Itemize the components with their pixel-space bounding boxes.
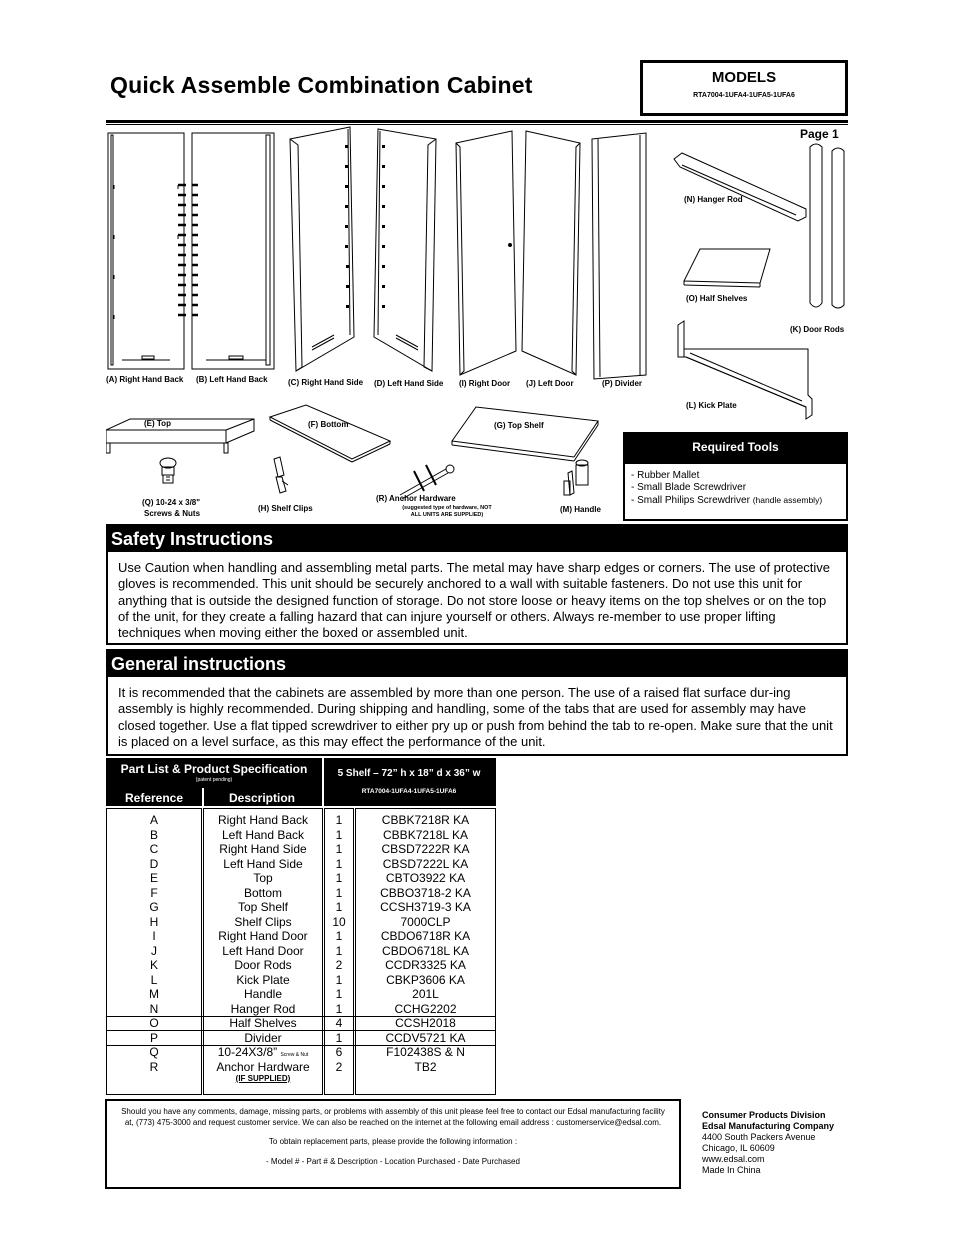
tool-item: - Small Blade Screwdriver (631, 482, 747, 493)
table-row: F Bottom 1 CBBO3718-2 KA (150, 885, 471, 900)
table-row: G Top Shelf 1 CCSH3719-3 KA (149, 900, 471, 914)
left-hand-back-drawing (178, 133, 274, 369)
parts-table-title: Part List & Product Specification (120, 762, 308, 776)
table-row: C Right Hand Side 1 CBSD7222R KA (149, 842, 470, 856)
label-right-hand-back: (A) Right Hand Back (106, 375, 184, 384)
tool-item-note: (handle assembly) (752, 495, 823, 505)
left-hand-side-drawing (374, 129, 436, 371)
parts-table-header (106, 758, 496, 806)
table-row: D Left Hand Side 1 CBSD7222L KA (149, 856, 469, 871)
door-rods-drawing (810, 144, 844, 308)
label-left-hand-back: (B) Left Hand Back (196, 375, 268, 384)
right-hand-side-drawing (290, 127, 354, 371)
general-section (106, 649, 848, 756)
document-title: Quick Assemble Combination Cabinet (110, 72, 533, 98)
label-left-hand-side: (D) Left Hand Side (374, 379, 444, 388)
label-door-rods: (K) Door Rods (790, 325, 845, 334)
label-kick-plate: (L) Kick Plate (686, 401, 737, 410)
company-origin: Made In China (702, 1165, 761, 1175)
models-box (640, 60, 848, 116)
table-row: L Kick Plate 1 CBKP3606 KA (150, 972, 465, 987)
page-number: Page 1 (800, 127, 839, 141)
label-right-hand-side: (C) Right Hand Side (288, 378, 364, 387)
handle-drawing (564, 460, 588, 495)
shelf-clips-drawing (274, 457, 288, 493)
parts-table (106, 808, 496, 1095)
replacement-text: To obtain replacement parts, please provide the following information : (268, 1137, 518, 1146)
label-screws-1: (Q) 10-24 x 3/8" (142, 498, 201, 507)
table-row: O Half Shelves 4 CCSH2018 (149, 1016, 456, 1030)
tool-item: - Rubber Mallet (631, 470, 700, 481)
label-top: (E) Top (144, 419, 171, 428)
required-tools-box (623, 432, 848, 521)
models-list: RTA7004-1UFA4-1UFA5-1UFA6 (693, 92, 795, 99)
table-row: M Handle 1 201L (149, 987, 439, 1001)
parts-table-subtitle: (patent pending) (195, 777, 233, 783)
label-anchor-hardware: (R) Anchor Hardware (376, 494, 456, 503)
left-door-drawing (522, 131, 580, 375)
contact-box (105, 1099, 681, 1189)
table-row: B Left Hand Back 1 CBBK7218L KA (149, 827, 468, 842)
tool-item-label: - Small Philips Screwdriver (631, 495, 750, 506)
general-heading: General instructions (108, 651, 846, 677)
table-row: H Shelf Clips 10 7000CLP (149, 914, 451, 929)
contact-text: Should you have any comments, damage, missing parts, or problems with assembly of this unit please feel free to contact our Edsal manufacturing facility at, (773) 475-3000 and request customer service. We can also be reached on the internet at the following email address : customerservice@edsal.com. (121, 1107, 665, 1127)
required-tools-heading: Required Tools (625, 434, 846, 464)
half-shelves-drawing (684, 249, 770, 287)
top-shelf-drawing (452, 407, 598, 461)
label-left-door: (J) Left Door (526, 379, 574, 388)
company-website[interactable]: www.edsal.com (702, 1154, 765, 1164)
table-row: N Hanger Rod 1 CCHG2202 (149, 1001, 457, 1016)
label-bottom: (F) Bottom (308, 420, 349, 429)
label-screws-2: Screws & Nuts (144, 509, 201, 518)
table-row: J Left Hand Door 1 CBDO6718L KA (151, 943, 469, 958)
label-top-shelf: (G) Top Shelf (494, 421, 544, 430)
company-name: Edsal Manufacturing Company (702, 1121, 835, 1131)
label-handle: (M) Handle (560, 505, 601, 514)
spec-models: RTA7004-1UFA4-1UFA5-1UFA6 (361, 788, 457, 795)
label-shelf-clips: (H) Shelf Clips (258, 504, 313, 513)
hanger-rod-drawing (674, 153, 806, 221)
company-street: 4400 South Packers Avenue (702, 1132, 816, 1142)
column-header-reference: Reference (124, 791, 184, 805)
if-supplied-note: (IF SUPPLIED) (235, 1074, 291, 1083)
spec-heading: 5 Shelf – 72” h x 18” d x 36” w (337, 768, 481, 779)
company-division: Consumer Products Division (702, 1110, 826, 1120)
label-divider: (P) Divider (602, 379, 643, 388)
table-row: P Divider 1 CCDV5721 KA (149, 1030, 466, 1045)
general-text: It is recommended that the cabinets are assembled by more than one person. The use of a raised flat surface dur-ing assembly is highly recommended. During shipping and handling, some of the tabs that are used for assembly may have closed together. Use a flat tipped screwdriver to either pry up or push from behind the tab to re-open. Make sure that the unit is placed on a level surface, as this may effect the performance of the unit. (118, 685, 833, 749)
table-row: K Door Rods 2 CCDR3325 KA (149, 958, 466, 972)
safety-text: Use Caution when handling and assembling metal parts. The metal may have sharp edges or corners. The use of protective gloves is recommended. This unit should be securely anchored to a wall with suitable fasteners. Do not use this unit for anything that is outside the designed function of storage. Do not store loose or heavy items on the top shelves or on the top of the unit, for they create a falling hazard that can injure yourself or others. Always re-member to use proper lifting techniques when moving either the boxed or assembled unit. (118, 560, 831, 641)
tool-item (631, 494, 840, 507)
right-hand-back-drawing (108, 133, 184, 369)
company-address (702, 1110, 834, 1176)
replacement-info-list: - Model # - Part # & Description - Location Purchased - Date Purchased (266, 1156, 520, 1166)
safety-heading: Safety Instructions (108, 526, 846, 552)
label-half-shelves: (O) Half Shelves (686, 294, 748, 303)
bottom-drawing (270, 405, 390, 462)
safety-section (106, 524, 848, 645)
table-row: Q 10-24X3/8” Screw & Nut 6 F102438S & N (149, 1045, 465, 1059)
tools-list (625, 464, 846, 513)
table-row: R Anchor Hardware 2 TB2 (149, 1059, 437, 1074)
label-anchor-note-1: (suggested type of hardware, NOT (402, 505, 492, 511)
top-drawing (106, 419, 254, 453)
company-city: Chicago, IL 60609 (702, 1143, 775, 1153)
models-heading: MODELS (711, 69, 777, 86)
label-anchor-note-2: ALL UNITS ARE SUPPLIED) (410, 512, 484, 518)
table-row: A Right Hand Back 1 CBBK7218R KA (149, 813, 470, 827)
screws-nuts-drawing (160, 458, 176, 483)
label-right-door: (I) Right Door (459, 379, 511, 388)
table-row: E Top 1 CBTO3922 KA (149, 871, 466, 885)
right-door-drawing (456, 131, 516, 375)
header-rule (106, 120, 848, 123)
divider-drawing (592, 133, 646, 379)
column-header-description: Description (228, 791, 295, 805)
table-row: I Right Hand Door 1 CBDO6718R KA (152, 929, 471, 943)
label-hanger-rod: (N) Hanger Rod (684, 195, 743, 204)
